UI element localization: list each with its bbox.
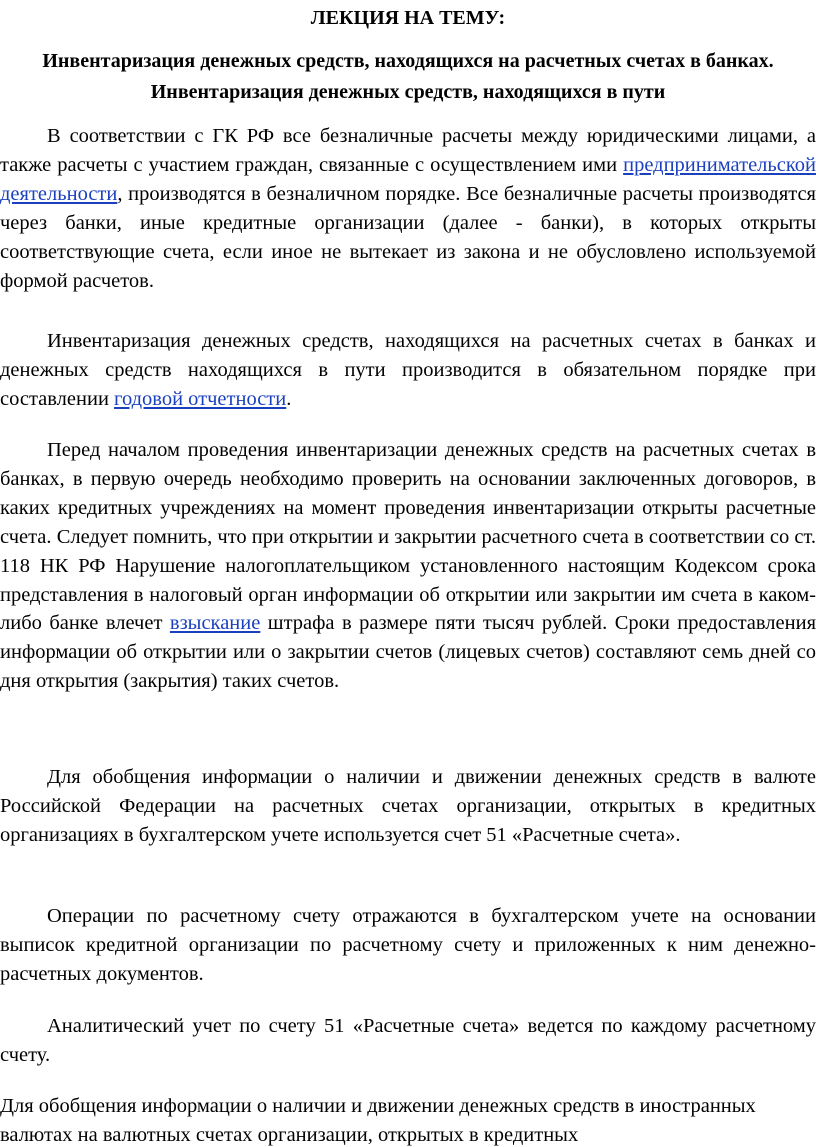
paragraph-3 [0, 436, 816, 696]
paragraph-7: Для обобщения информации о наличии и движении денежных средств в иностранных валютах на валютных счетах организации, открытых в кредитных [0, 1095, 756, 1146]
paragraph-1-text-after: , производятся в безналичном порядке. Все безналичные расчеты производятся через банки, иные кредитные организации (далее - банки), в которых открыты соответствующие счета, если иное не вытекает из закона и не обусловлено используемой формой расчетов. [0, 182, 816, 292]
paragraph-1-text-before: В соответствии с ГК РФ все безналичные расчеты между юридическими лицами, а также расчеты с участием граждан, связанные с осуществлением ими [0, 125, 816, 176]
paragraph-1 [0, 122, 816, 295]
paragraph-5: Операции по расчетному счету отражаются в бухгалтерском учете на основании выписок кредитной организации по расчетному счету и приложенных к ним денежно-расчетных документов. [0, 905, 816, 985]
paragraph-3-text-before: Перед началом проведения инвентаризации денежных средств на расчетных счетах в банках, в первую очередь необходимо проверить на основании заключенных договоров, в каких кредитных учреждениях на момент проведения инвентаризации открыты расчетные счета. Следует помнить, что при открытии и закрытии расчетного счета в соответствии со ст. 118 НК РФ Нарушение налогоплательщиком установленного настоящим Кодексом срока представления в налоговый орган информации об открытии или закрытии им счета в каком-либо банке влечет [0, 439, 816, 635]
paragraph-2-text-after: . [286, 387, 292, 410]
link-penalty-collection[interactable]: взыскание [169, 612, 261, 635]
lecture-heading: ЛЕКЦИЯ НА ТЕМУ: [310, 7, 506, 29]
link-entrepreneurial-activity[interactable]: предпринимательской деятельности [0, 153, 816, 205]
link-annual-reporting[interactable]: годовой отчетности [114, 387, 287, 410]
lecture-subheading: Инвентаризация денежных средств, находящихся на расчетных счетах в банках. Инвентаризация денежных средств, находящихся в пути [42, 50, 774, 103]
paragraph-3-text-after: штрафа в размере пяти тысяч рублей. Сроки предоставления информации об открытии или о закрытии счетов (лицевых счетов) составляют семь дней со дня открытия (закрытия) таких счетов. [0, 612, 816, 693]
paragraph-6: Аналитический учет по счету 51 «Расчетные счета» ведется по каждому расчетному счету. [0, 1015, 816, 1066]
paragraph-2 [0, 327, 816, 414]
paragraph-4: Для обобщения информации о наличии и движении денежных средств в валюте Российской Федерации на расчетных счетах организации, открытых в кредитных организациях в бухгалтерском учете используется счет 51 «Расчетные счета». [0, 766, 816, 846]
paragraph-2-text-before: Инвентаризация денежных средств, находящихся на расчетных счетах в банках и денежных средств находящихся в пути производится в обязательном порядке при составлении [0, 330, 816, 410]
